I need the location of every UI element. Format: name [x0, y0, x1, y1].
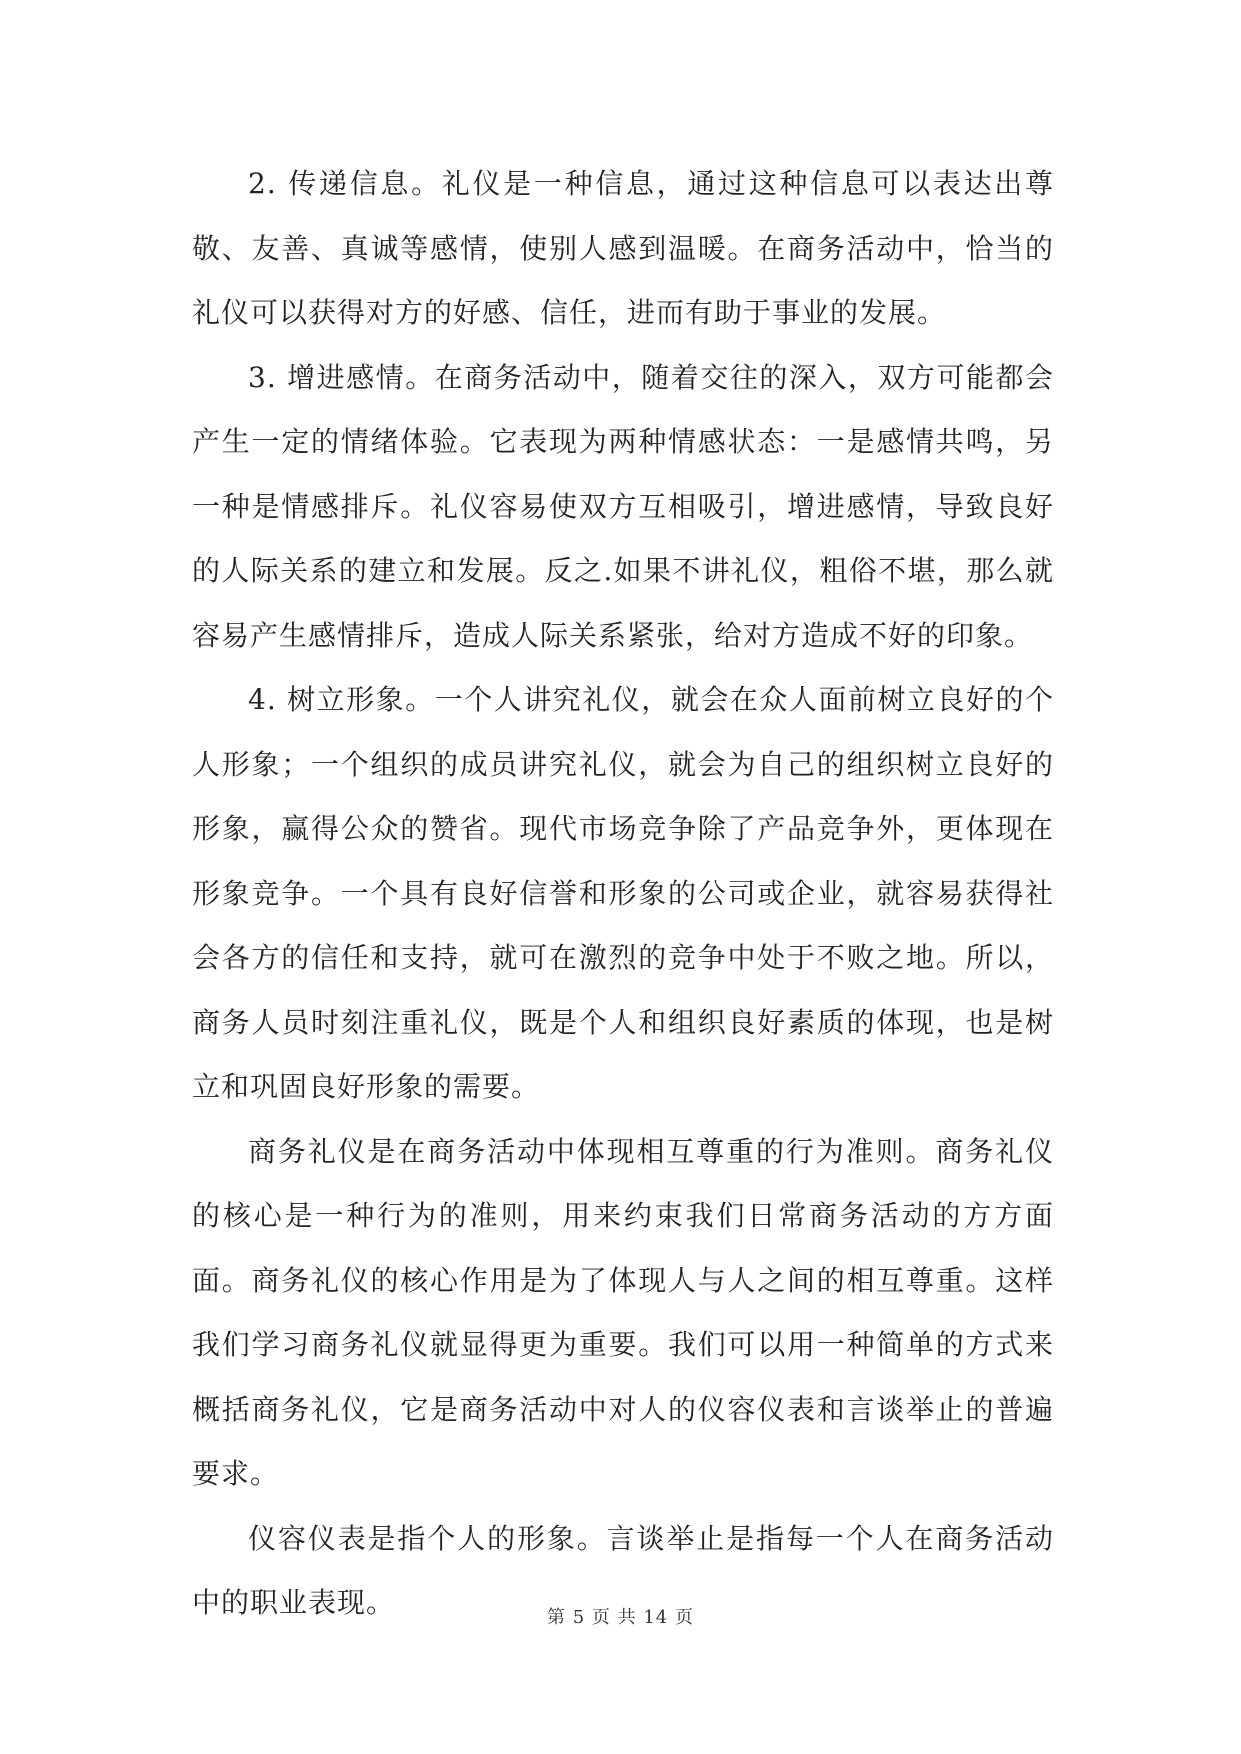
paragraph-build-image: 4. 树立形象。一个人讲究礼仪，就会在众人面前树立良好的个人形象；一个组织的成员讲究礼仪，就会为自己的组织树立良好的形象，赢得公众的赞省。现代市场竞争除了产品竞争外，更体现在形象竞争。一个具有良好信誉和形象的公司或企业，就容易获得社会各方的信任和支持，就可在激烈的竞争中处于不败之地。所以，商务人员时刻注重礼仪，既是个人和组织良好素质的体现，也是树立和巩固良好形象的需要。 — [192, 683, 1054, 1103]
page-number-footer: 第 5 页 共 14 页 — [547, 1607, 694, 1628]
paragraph-appearance-and-conduct: 仪容仪表是指个人的形象。言谈举止是指每一个人在商务活动中的职业表现。 — [192, 1521, 1054, 1619]
document-body — [192, 152, 1054, 1636]
paragraph-convey-information: 2. 传递信息。礼仪是一种信息，通过这种信息可以表达出尊敬、友善、真诚等感情，使别人感到温暖。在商务活动中，恰当的礼仪可以获得对方的好感、信任，进而有助于事业的发展。 — [192, 167, 1054, 329]
paragraph-enhance-feelings: 3. 增进感情。在商务活动中，随着交往的深入，双方可能都会产生一定的情绪体验。它表现为两种情感状态：一是感情共鸣，另一种是情感排斥。礼仪容易使双方互相吸引，增进感情，导致良好的人际关系的建立和发展。反之.如果不讲礼仪，粗俗不堪，那么就容易产生感情排斥，造成人际关系紧张，给对方造成不好的印象。 — [192, 360, 1054, 652]
paragraph-business-etiquette-definition: 商务礼仪是在商务活动中体现相互尊重的行为准则。商务礼仪的核心是一种行为的准则，用来约束我们日常商务活动的方方面面。商务礼仪的核心作用是为了体现人与人之间的相互尊重。这样我们学习商务礼仪就显得更为重要。我们可以用一种简单的方式来概括商务礼仪，它是商务活动中对人的仪容仪表和言谈举止的普遍要求。 — [192, 1134, 1054, 1490]
